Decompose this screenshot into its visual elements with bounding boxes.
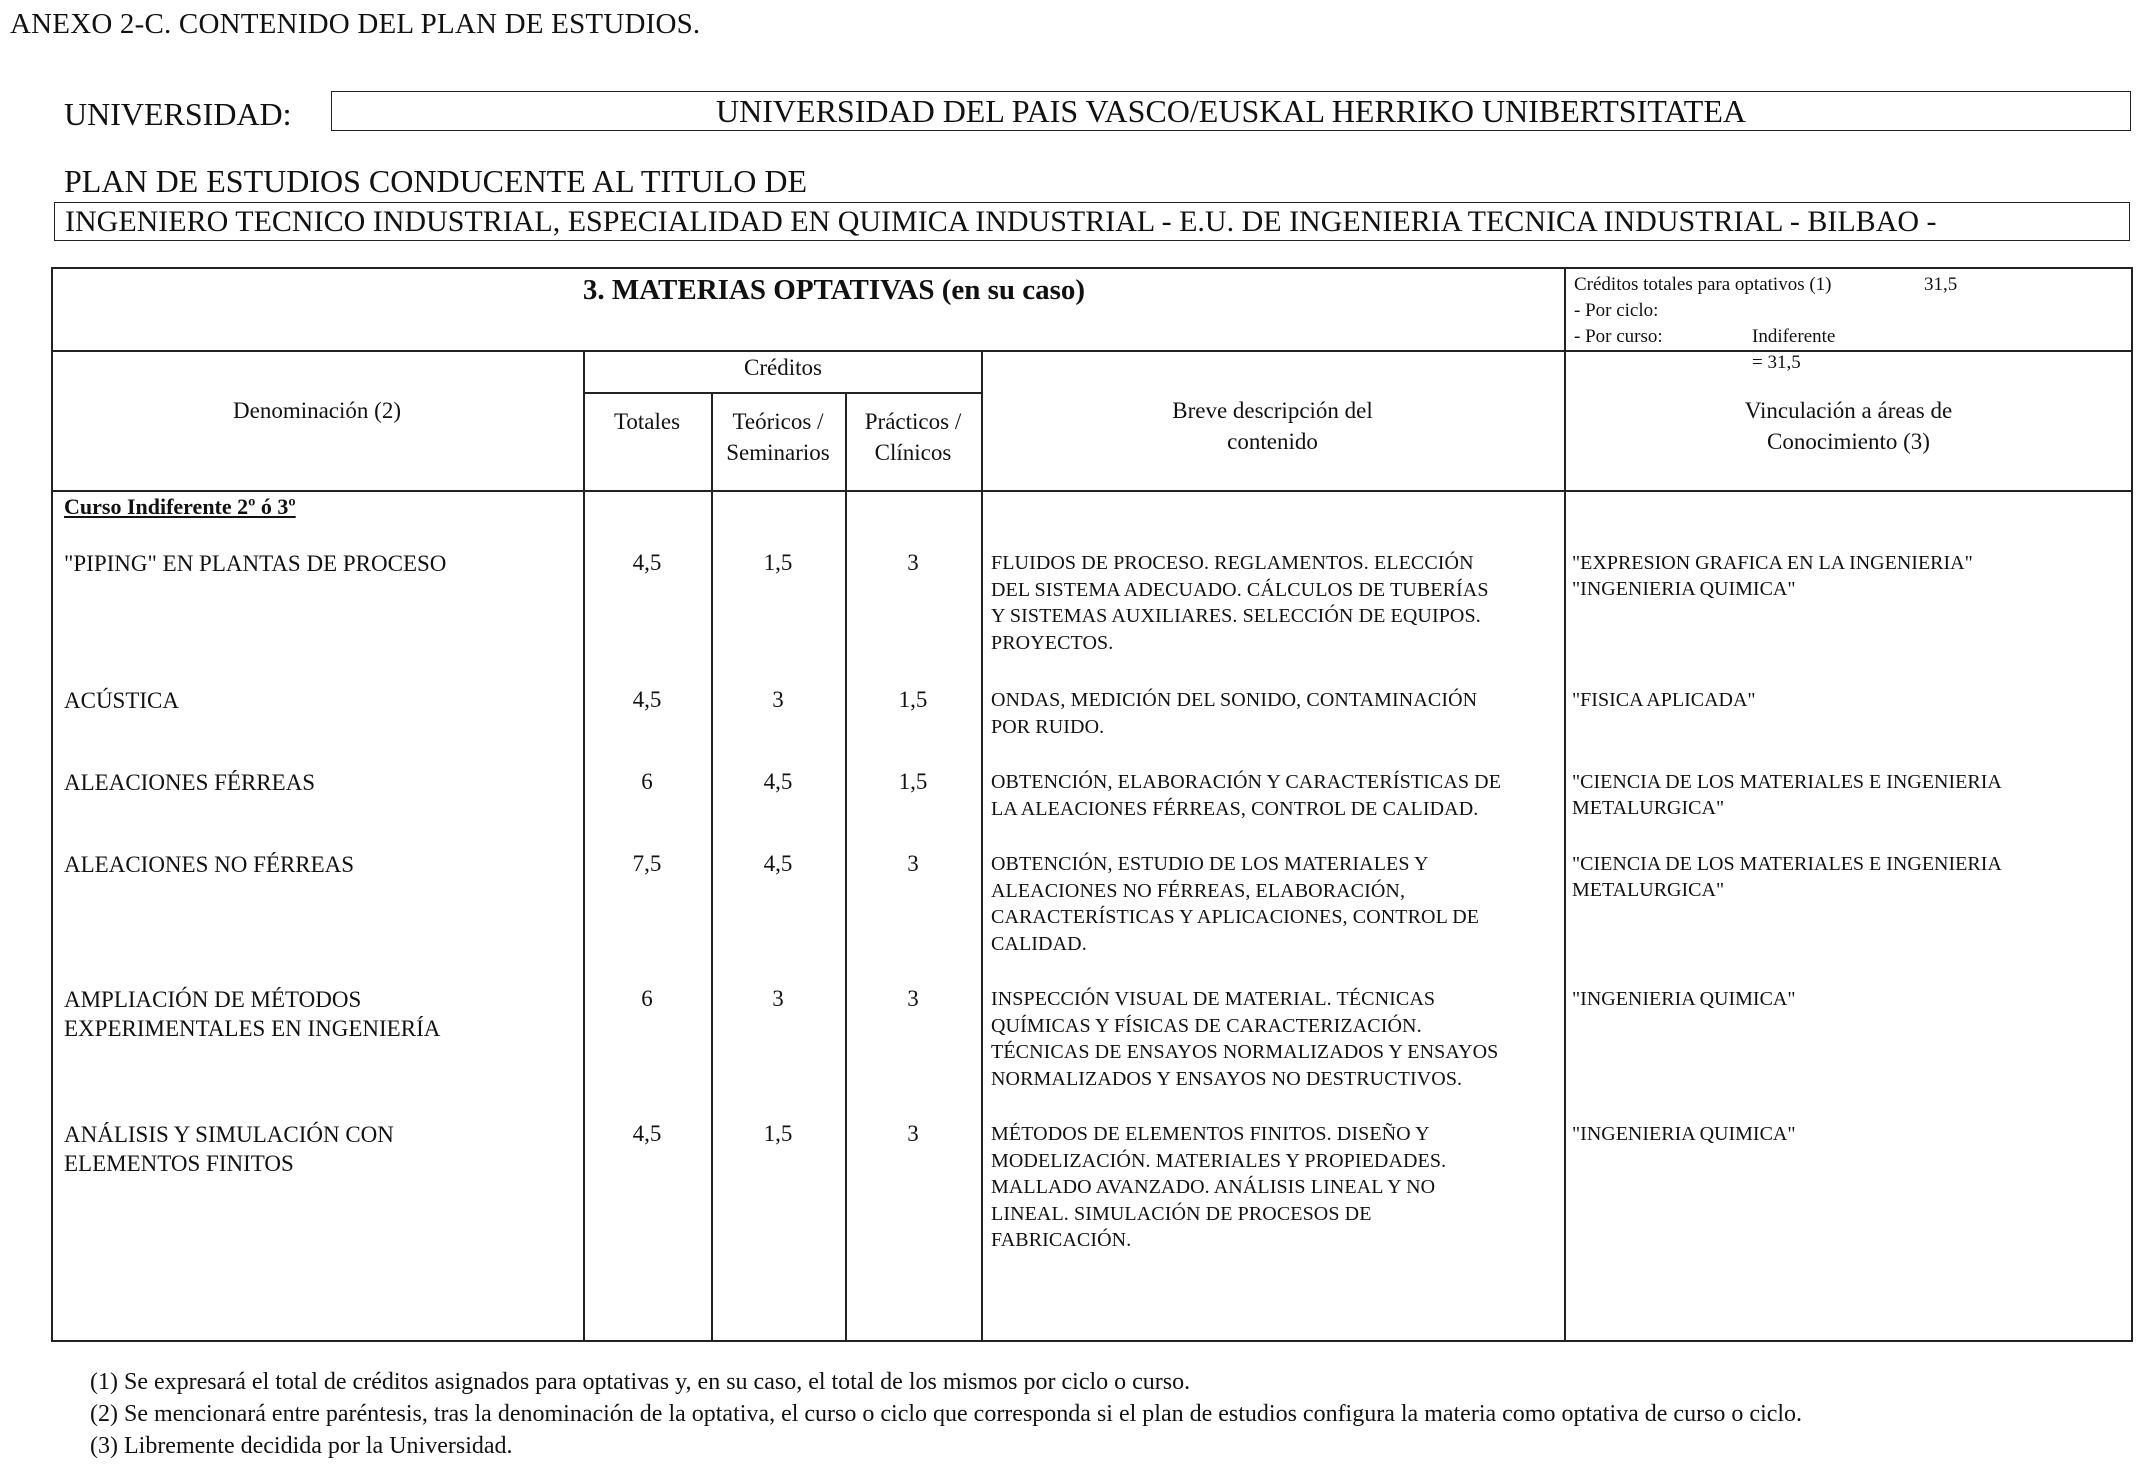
row-vinculacion-line: "FISICA APLICADA" [1572,689,1756,711]
row-totales: 4,5 [632,687,662,712]
university-label: UNIVERSIDAD: [64,96,292,132]
row-descripcion [991,851,1561,957]
table-divider [583,350,585,1342]
footnote-2: (2) Se mencionará entre paréntesis, tras la denominación de la optativa, el curso o ciclo que corresponda si el plan de estudios configura la materia como optativa de curso o ciclo. [90,1401,1803,1427]
row-descripcion-line: INSPECCIÓN VISUAL DE MATERIAL. TÉCNICAS [991,988,1436,1010]
row-descripcion-line: TÉCNICAS DE ENSAYOS NORMALIZADOS Y ENSAYOS [991,1041,1499,1063]
curso-label: Curso Indiferente 2º ó 3º [64,494,296,519]
university-value: UNIVERSIDAD DEL PAIS VASCO/EUSKAL HERRIKO UNIBERTSITATEA [716,92,1746,129]
row-descripcion-line: DEL SISTEMA ADECUADO. CÁLCULOS DE TUBERÍAS [991,578,1489,601]
row-descripcion [991,550,1561,656]
row-teoricos: 3 [772,986,784,1011]
row-totales: 6 [641,769,653,794]
row-practicos: 3 [907,986,919,1011]
row-teoricos: 1,5 [763,550,793,575]
row-denominacion [64,1120,394,1178]
row-denominacion [64,768,315,797]
table-divider [981,350,983,1342]
table-divider [583,392,983,394]
header-practicos-line1: Prácticos / [864,409,962,434]
row-descripcion-line: FABRICACIÓN. [991,1229,1132,1251]
row-vinculacion-line: METALURGICA" [1572,797,1725,819]
row-descripcion-line: LA ALEACIONES FÉRREAS, CONTROL DE CALIDAD. [991,797,1479,820]
row-descripcion [991,986,1561,1092]
header-descripcion-line1: Breve descripción del [1172,398,1373,423]
row-denominacion-line: AMPLIACIÓN DE MÉTODOS [64,987,362,1012]
row-descripcion-line: MODELIZACIÓN. MATERIALES Y PROPIEDADES. [991,1149,1447,1172]
row-practicos: 3 [907,851,919,876]
row-denominacion-line: ACÚSTICA [64,688,180,713]
row-vinculacion [1572,851,2072,903]
row-descripcion-line: POR RUIDO. [991,715,1105,738]
row-practicos: 3 [907,550,919,575]
row-vinculacion-line: "CIENCIA DE LOS MATERIALES E INGENIERIA [1572,771,2002,793]
header-teoricos-line1: Teóricos / [732,409,824,434]
row-vinculacion-line: "INGENIERIA QUIMICA" [1572,1123,1796,1145]
row-vinculacion-line: "EXPRESION GRAFICA EN LA INGENIERIA" [1572,552,1973,574]
credits-total-row [1574,272,1958,298]
row-descripcion-line: OBTENCIÓN, ESTUDIO DE LOS MATERIALES Y [991,853,1429,875]
row-descripcion-line: NORMALIZADOS Y ENSAYOS NO DESTRUCTIVOS. [991,1067,1463,1090]
row-descripcion-line: MÉTODOS DE ELEMENTOS FINITOS. DISEÑO Y [991,1123,1430,1145]
row-vinculacion [1572,687,2072,713]
row-descripcion-line: LINEAL. SIMULACIÓN DE PROCESOS DE [991,1202,1372,1225]
por-curso-value: Indiferente = 31,5 [1752,326,1836,373]
row-descripcion-line: CALIDAD. [991,932,1087,955]
plan-field [54,202,2130,241]
row-denominacion [64,985,440,1043]
row-descripcion [991,769,1561,822]
row-teoricos: 4,5 [763,851,793,876]
credit-summary [1574,272,1958,373]
row-denominacion-line: ALEACIONES NO FÉRREAS [64,852,355,877]
row-descripcion-line: OBTENCIÓN, ELABORACIÓN Y CARACTERÍSTICAS DE [991,771,1502,793]
plan-value: INGENIERO TECNICO INDUSTRIAL, ESPECIALIDAD EN QUIMICA INDUSTRIAL - E.U. DE INGENIERIA TECNICA INDUSTRIAL - BILBAO - [65,204,1937,238]
section-title: 3. MATERIAS OPTATIVAS (en su caso) [582,274,1086,306]
por-curso-label: - Por curso: [1574,326,1663,347]
row-totales: 6 [641,986,653,1011]
row-teoricos: 3 [772,687,784,712]
row-denominacion [64,850,354,879]
header-vinculacion [1564,395,2133,457]
row-descripcion-line: FLUIDOS DE PROCESO. REGLAMENTOS. ELECCIÓN [991,552,1474,574]
row-descripcion [991,1121,1561,1254]
row-vinculacion-line: METALURGICA" [1572,879,1725,901]
header-denominacion: Denominación (2) [233,398,401,423]
row-totales: 4,5 [632,550,662,575]
header-teoricos [711,406,845,468]
por-ciclo-label: - Por ciclo: [1574,300,1659,321]
row-denominacion [64,686,179,715]
row-vinculacion [1572,769,2072,821]
header-vinculacion-line2: Conocimiento (3) [1767,429,1930,454]
row-denominacion-line: ANÁLISIS Y SIMULACIÓN CON [64,1122,394,1147]
row-totales: 4,5 [632,1121,662,1146]
document-title: ANEXO 2-C. CONTENIDO DEL PLAN DE ESTUDIOS. [10,8,701,40]
row-descripcion [991,687,1561,740]
footnote-3: (3) Libremente decidida por la Universidad. [90,1433,513,1459]
row-descripcion-line: Y SISTEMAS AUXILIARES. SELECCIÓN DE EQUIPOS. [991,605,1481,627]
row-practicos: 3 [907,1121,919,1146]
row-vinculacion-line: "INGENIERIA QUIMICA" [1572,988,1796,1010]
row-teoricos: 1,5 [763,1121,793,1146]
row-vinculacion-line: "CIENCIA DE LOS MATERIALES E INGENIERIA [1572,853,2002,875]
table-divider [51,490,2133,492]
header-teoricos-line2: Seminarios [726,440,830,465]
por-ciclo-row [1574,298,1832,324]
row-vinculacion-line: "INGENIERIA QUIMICA" [1572,578,1796,600]
header-descripcion-line2: contenido [1227,429,1318,454]
row-descripcion-line: QUÍMICAS Y FÍSICAS DE CARACTERIZACIÓN. [991,1014,1422,1037]
row-vinculacion [1572,986,2072,1012]
table-divider [711,392,713,1342]
row-descripcion-line: CARACTERÍSTICAS Y APLICACIONES, CONTROL DE [991,906,1480,928]
table-divider [845,392,847,1342]
row-descripcion-line: PROYECTOS. [991,631,1114,654]
row-denominacion-line: ALEACIONES FÉRREAS [64,770,316,795]
plan-label: PLAN DE ESTUDIOS CONDUCENTE AL TITULO DE [64,163,808,199]
por-curso-row [1574,324,1836,373]
university-field [331,91,2131,131]
credits-total-value: 31,5 [1924,274,1958,295]
header-descripcion [981,395,1564,457]
row-descripcion-line: ALEACIONES NO FÉRREAS, ELABORACIÓN, [991,879,1406,902]
row-denominacion-line: ELEMENTOS FINITOS [64,1151,294,1176]
row-teoricos: 4,5 [763,769,793,794]
row-totales: 7,5 [632,851,662,876]
header-vinculacion-line1: Vinculación a áreas de [1744,398,1953,423]
row-denominacion [64,549,446,578]
row-vinculacion [1572,1121,2072,1147]
row-practicos: 1,5 [898,769,928,794]
row-descripcion-line: ONDAS, MEDICIÓN DEL SONIDO, CONTAMINACIÓN [991,689,1478,711]
row-vinculacion [1572,550,2072,602]
row-denominacion-line: EXPERIMENTALES EN INGENIERÍA [64,1016,441,1041]
header-creditos: Créditos [744,355,822,380]
header-totales: Totales [613,409,681,434]
header-practicos [845,406,981,468]
row-practicos: 1,5 [898,687,928,712]
footnote-1: (1) Se expresará el total de créditos asignados para optativas y, en su caso, el total de los mismos por ciclo o curso. [90,1369,1191,1395]
row-descripcion-line: MALLADO AVANZADO. ANÁLISIS LINEAL Y NO [991,1176,1436,1198]
header-practicos-line2: Clínicos [874,440,952,465]
row-denominacion-line: "PIPING" EN PLANTAS DE PROCESO [64,551,447,576]
credits-total-label: Créditos totales para optativos (1) [1574,274,1832,295]
footnotes [90,1366,1802,1462]
